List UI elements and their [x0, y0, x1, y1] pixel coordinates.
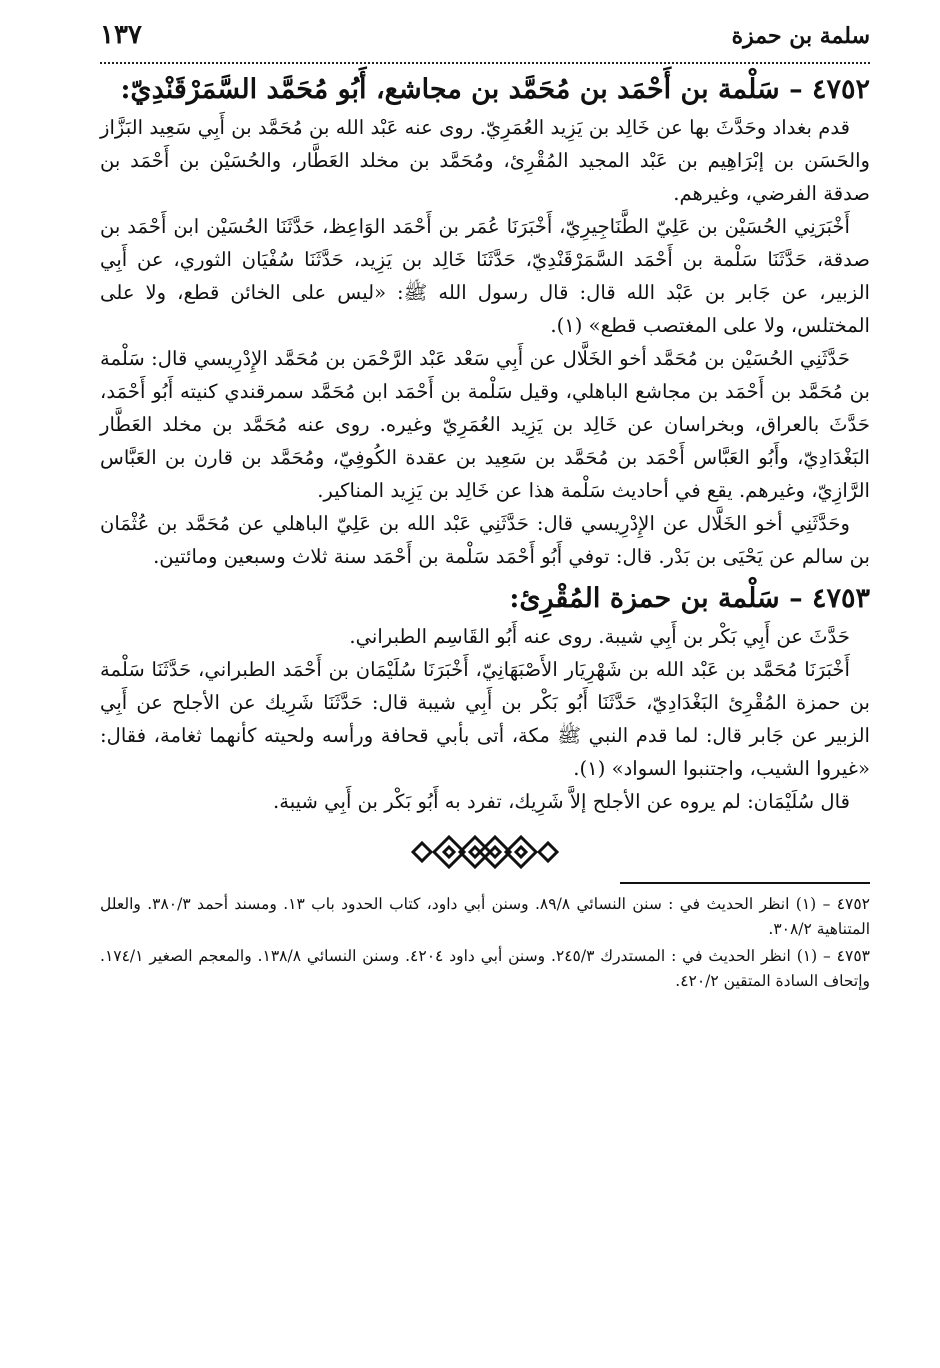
footnotes	[100, 892, 870, 994]
entry-paragraph: قال سُلَيْمَان: لم يروه عن الأجلح إلاَّ شَرِيك، تفرد به أَبُو بَكْر بن أَبِي شيبة.	[272, 790, 850, 813]
entry-paragraph: قدم بغداد وحَدَّثَ بها عن خَالِد بن يَزِيد العُمَرِيّ. روى عنه عَبْد الله بن مُحَمَّد بن أَبِي سَعِيد البَزَّاز والحَسَن بن إبْرَاهِيم بن عَبْد المجيد المُقْرِئ، ومُحَمَّد بن مخلد العَطَّار، والحُسَيْن بن أَحْمَد بن صدقة الفرضي، وغيرهم.	[100, 116, 870, 205]
footnote: ٤٧٥٣ – (١) انظر الحديث في : المستدرك ٢٤٥/٣. وسنن أبي داود ٤٢٠٤. وسنن النسائي ١٣٨/٨. والمعجم الصغير ١٧٤/١. وإتحاف السادة المتقين ٤٢٠/٢.	[100, 947, 870, 990]
entry-paragraph: حَدَّثَ عن أَبِي بَكْر بن أَبِي شيبة. روى عنه أَبُو القَاسِم الطبراني.	[349, 625, 850, 648]
entry-paragraph: أَخْبَرَنِي الحُسَيْن بن عَلِيّ الطَّنَاجِيرِيّ، أَخْبَرَنَا عُمَر بن أَحْمَد الوَاعِظ، حَدَّثَنَا الحُسَيْن ابن أَحْمَد بن صدقة، حَدَّثَنَا سَلْمة بن أَحْمَد السَّمَرْقَنْدِيّ، حَدَّثَنَا خَالِد بن يَزِيد، حَدَّثَنَا سُفْيَان الثوري، عن أَبِي الزبير، عن جَابر بن عَبْد الله قال: قال رسول الله ﷺ: «ليس على الخائن قطع، ولا على المختلس، ولا على المغتصب قطع» (١).	[100, 215, 870, 337]
entry-4752	[100, 74, 870, 573]
entry-title: ٤٧٥٢ – سَلْمة بن أَحْمَد بن مُحَمَّد بن مجاشع، أَبُو مُحَمَّد السَّمَرْقَنْدِيّ:	[120, 74, 870, 105]
entry-4753	[100, 583, 870, 818]
footnote-rule	[620, 882, 870, 884]
footnote: ٤٧٥٢ – (١) انظر الحديث في : سنن النسائي ٨٩/٨. وسنن أبي داود، كتاب الحدود باب ١٣. ومسند أحمد ٣٨٠/٣. والعلل المتناهية ٣٠٨/٢.	[100, 895, 870, 938]
ornament-divider	[100, 834, 870, 870]
book-page	[100, 20, 870, 1350]
running-head-title: سلمة بن حمزة	[731, 23, 870, 49]
entry-paragraph: حَدَّثَنِي الحُسَيْن بن مُحَمَّد أخو الخَلَّال عن أَبِي سَعْد عَبْد الرَّحْمَن بن مُحَمَّد الإِدْرِيسي قال: سَلْمة بن مُحَمَّد بن أَحْمَد بن مجاشع الباهلي، وقيل سَلْمة بن أَحْمَد ابن مُحَمَّد سمرقندي كنيته أَبُو أَحْمَد، حَدَّثَ بالعراق، وبخراسان عن خَالِد بن يَزِيد العُمَرِيّ وغيره. روى عنه مُحَمَّد بن مخلد العَطَّار البَغْدَادِيّ، وأَبُو العَبَّاس أَحْمَد بن مُحَمَّد بن سَعِيد بن عقدة الكُوفِيّ، ومُحَمَّد بن قارن بن العَبَّاس الرَّازِيّ، وغيرهم. يقع في أحاديث سَلْمة هذا عن خَالِد بن يَزِيد المناكير.	[100, 347, 870, 502]
entry-paragraph: أَخْبَرَنَا مُحَمَّد بن عَبْد الله بن شَهْرِيَار الأَصْبَهَانِيّ، أَخْبَرَنَا سُلَيْمَان بن أَحْمَد الطبراني، حَدَّثَنَا سَلْمة بن حمزة المُقْرِئ البَغْدَادِيّ، حَدَّثَنَا أَبُو بَكْر بن أَبِي شيبة قال: حَدَّثَنَا شَرِيك عن الأجلح عن أَبِي الزبير عن جَابر قال: لما قدم النبي ﷺ مكة، أتى بأبي قحافة ورأسه ولحيته كأنهما ثغامة، فقال: «غيروا الشيب، واجتنبوا السواد» (١).	[100, 658, 870, 780]
running-head	[100, 20, 870, 64]
ornament-icon	[410, 834, 560, 870]
page-number: ١٣٧	[100, 20, 142, 50]
entry-title: ٤٧٥٣ – سَلْمة بن حمزة المُقْرِئ:	[509, 583, 870, 614]
entry-paragraph: وحَدَّثَنِي أخو الخَلَّال عن الإِدْرِيسي قال: حَدَّثَنِي عَبْد الله بن عَلِيّ الباهلي عن مُحَمَّد بن عُثْمَان بن سالم عن يَحْيَى بن بَدْر. قال: توفي أَبُو أَحْمَد سَلْمة بن أَحْمَد سنة ثلاث وسبعين ومائتين.	[100, 512, 870, 568]
